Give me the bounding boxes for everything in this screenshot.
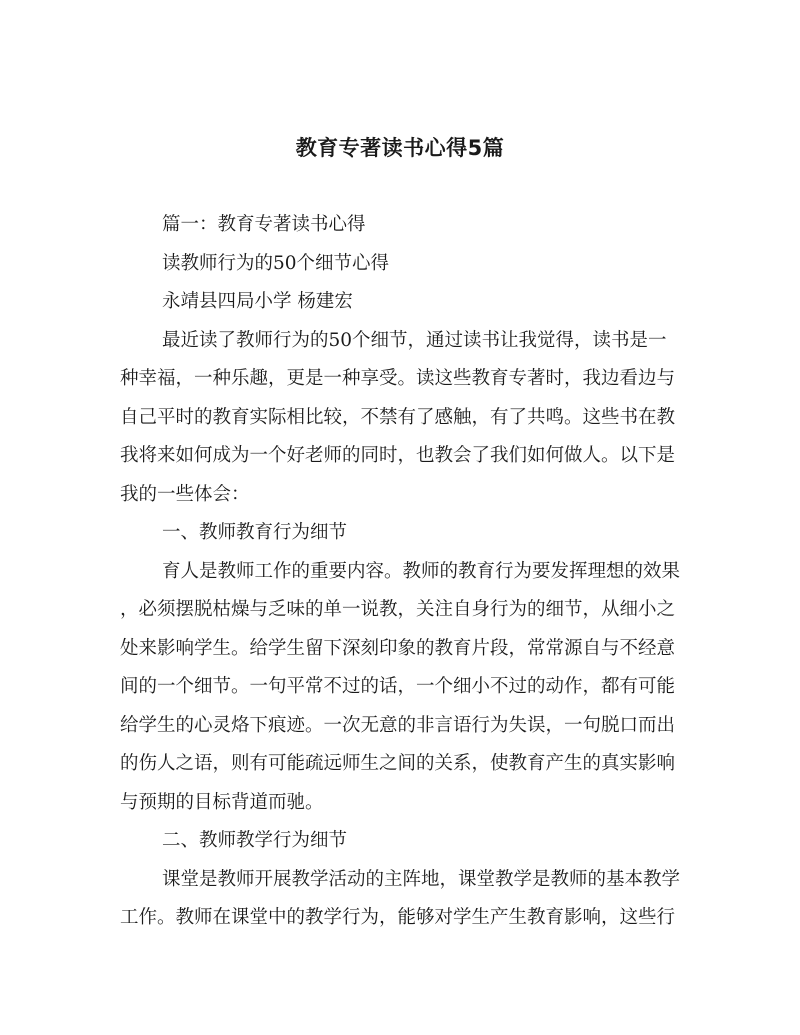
body-line: ，必须摆脱枯燥与乏味的单一说教，关注自身行为的细节，从细小之 bbox=[120, 599, 676, 620]
body-line: 我将来如何成为一个好老师的同时，也教会了我们如何做人。以下是 bbox=[120, 445, 676, 466]
body-line: 二、教师教学行为细节 bbox=[162, 830, 348, 851]
body-line: 课堂是教师开展教学活动的主阵地，课堂教学是教师的基本教学 bbox=[162, 868, 681, 890]
body-line: 与预期的目标背道而驰。 bbox=[120, 791, 324, 813]
body-line: 自己平时的教育实际相比较，不禁有了感触，有了共鸣。这些书在教 bbox=[120, 406, 676, 428]
document-body bbox=[120, 206, 685, 938]
body-line: 永靖县四局小学 杨建宏 bbox=[162, 291, 353, 312]
body-line: 篇一：教育专著读书心得 bbox=[162, 214, 366, 235]
body-line: 给学生的心灵烙下痕迹。一次无意的非言语行为失误，一句脱口而出 bbox=[120, 714, 676, 736]
body-line: 间的一个细节。一句平常不过的话，一个细小不过的动作，都有可能 bbox=[120, 676, 676, 697]
body-line: 种幸福，一种乐趣，更是一种享受。读这些教育专著时，我边看边与 bbox=[120, 368, 676, 389]
body-line: 一、教师教育行为细节 bbox=[162, 522, 348, 543]
body-line: 的伤人之语，则有可能疏远师生之间的关系，使教育产生的真实影响 bbox=[120, 753, 676, 774]
body-line: 工作。教师在课堂中的教学行为，能够对学生产生教育影响，这些行 bbox=[120, 907, 676, 928]
body-line: 我的一些体会： bbox=[120, 483, 250, 505]
body-line: 最近读了教师行为的50个细节，通过读书让我觉得，读书是一 bbox=[162, 329, 667, 351]
document-title: 教育专著读书心得5篇 bbox=[295, 136, 505, 160]
body-line: 读教师行为的50个细节心得 bbox=[162, 252, 390, 274]
body-line: 育人是教师工作的重要内容。教师的教育行为要发挥理想的效果 bbox=[162, 560, 681, 582]
body-line: 处来影响学生。给学生留下深刻印象的教育片段，常常源自与不经意 bbox=[120, 637, 676, 659]
